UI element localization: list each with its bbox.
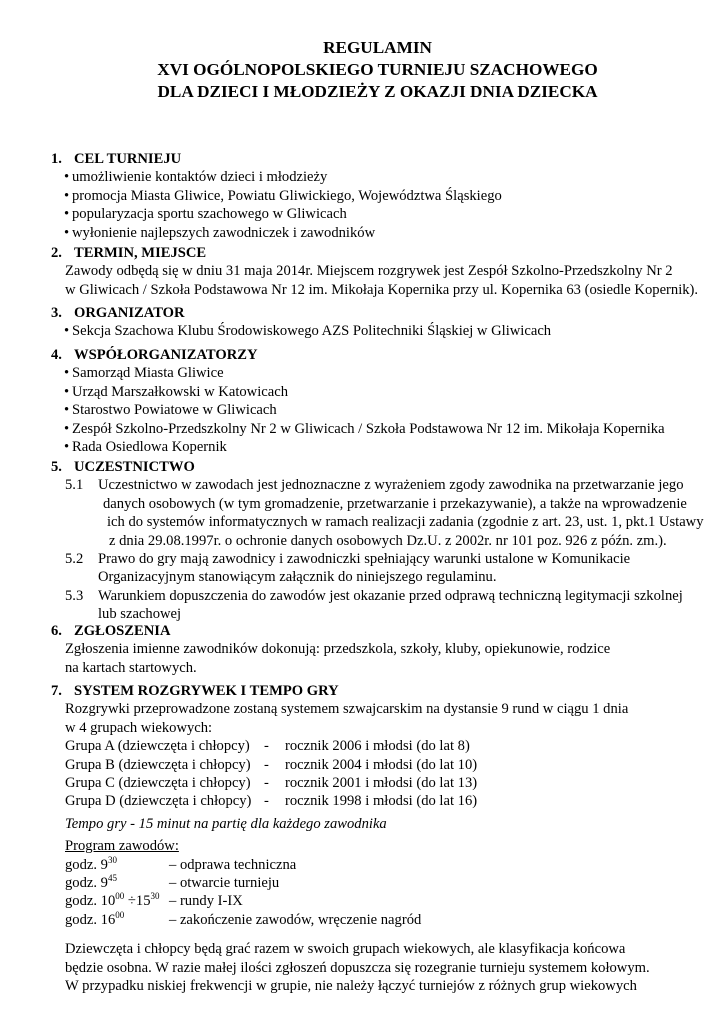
section-heading: 7. SYSTEM ROZGRYWEK I TEMPO GRY	[51, 683, 339, 699]
section-heading: 5. UCZESTNICTWO	[51, 459, 195, 475]
subsection-5-2	[51, 550, 711, 587]
subsection-number: 5.3	[65, 587, 84, 604]
section-termin-miejsce	[51, 244, 711, 299]
list-item: • popularyzacja sportu szachowego w Gliwicach	[51, 205, 711, 223]
paragraph-line: ich do systemów informatycznych w ramach realizacji zadania (zgodnie z art. 23, ust. 1, pkt.1 Ustawy	[107, 514, 704, 531]
tempo-note: Tempo gry - 15 minut na partię dla każdego zawodnika	[65, 815, 387, 832]
paragraph-line: w 4 grupach wiekowych:	[65, 719, 213, 736]
list-item: • wyłonienie najlepszych zawodniczek i zawodników	[51, 224, 711, 242]
section-system-rozgrywek	[51, 682, 711, 996]
paragraph-line: Uczestnictwo w zawodach jest jednoznaczne z wyrażeniem zgody zawodnika na przetwarzanie jego	[98, 477, 684, 494]
paragraph-line: lub szachowej	[98, 606, 182, 623]
paragraph-line: danych osobowych (w tym gromadzenie, przetwarzanie i przekazywanie), a także na wprowadzenie	[103, 495, 687, 512]
document-title	[0, 37, 724, 103]
program-row: godz. $9^{30}$ – odprawa techniczna	[65, 854, 297, 873]
program-row: godz. $16^{00}$ – zakończenie zawodów, wręczenie nagród	[65, 910, 422, 928]
section-heading: 2. TERMIN, MIEJSCE	[51, 245, 207, 261]
subsection-5-1	[51, 476, 711, 550]
paragraph-line: Rozgrywki przeprowadzone zostaną systemem szwajcarskim na dystansie 9 rund w ciągu 1 dnia	[65, 701, 629, 718]
list-item: • Sekcja Szachowa Klubu Środowiskowego AZS Politechniki Śląskiej w Gliwicach	[51, 322, 711, 340]
paragraph-line: będzie osobna. W razie małej ilości zgłoszeń dopuszcza się rozegranie turnieju systemem kołowym.	[65, 959, 650, 976]
section-zgloszenia	[51, 622, 711, 677]
age-group-row: Grupa B (dziewczęta i chłopcy) - rocznik 2004 i młodsi (do lat 10)	[65, 756, 478, 773]
paragraph-line: Organizacyjnym stanowiącym załącznik do niniejszego regulaminu.	[98, 569, 497, 586]
subsection-5-3	[51, 587, 711, 624]
title-line: REGULAMIN	[323, 38, 432, 57]
subsection-number: 5.1	[65, 477, 84, 494]
paragraph-line: Prawo do gry mają zawodnicy i zawodniczki spełniający warunki ustalone w Komunikacie	[98, 551, 631, 568]
program-title: Program zawodów:	[65, 838, 179, 855]
section-cel-turnieju	[51, 150, 711, 242]
subsection-number: 5.2	[65, 551, 84, 568]
section-heading: 1. CEL TURNIEJU	[51, 151, 182, 167]
paragraph-line: w Gliwicach / Szkoła Podstawowa Nr 12 im. Mikołaja Kopernika przy ul. Kopernika 63 (osiedle Kopernik).	[65, 281, 699, 298]
program-row: godz. $10^{00} \div 15^{30}$ – rundy I-IX	[65, 891, 243, 910]
paragraph-line: Dziewczęta i chłopcy będą grać razem w swoich grupach wiekowych, ale klasyfikacja końcowa	[65, 941, 626, 958]
paragraph-line: na kartach startowych.	[65, 659, 197, 676]
list-item: • Starostwo Powiatowe w Gliwicach	[51, 401, 711, 419]
section-heading: 6. ZGŁOSZENIA	[51, 623, 171, 639]
list-item: • Urząd Marszałkowski w Katowicach	[51, 383, 711, 401]
list-item: • Samorząd Miasta Gliwice	[51, 364, 711, 382]
program-row: godz. $9^{45}$ – otwarcie turnieju	[65, 873, 280, 892]
section-uczestnictwo	[51, 458, 711, 624]
list-item: • promocja Miasta Gliwice, Powiatu Gliwickiego, Województwa Śląskiego	[51, 187, 711, 205]
title-line: XVI OGÓLNOPOLSKIEGO TURNIEJU SZACHOWEGO	[157, 60, 598, 79]
paragraph-line: Zgłoszenia imienne zawodników dokonują: przedszkola, szkoły, kluby, opiekunowie, rodzice	[65, 641, 611, 658]
age-group-row: Grupa A (dziewczęta i chłopcy) - rocznik 2006 i młodsi (do lat 8)	[65, 738, 470, 755]
age-group-row: Grupa D (dziewczęta i chłopcy) - rocznik 1998 i młodsi (do lat 16)	[65, 793, 478, 810]
list-item: • umożliwienie kontaktów dzieci i młodzieży	[51, 168, 711, 186]
title-line: DLA DZIECI I MŁODZIEŻY Z OKAZJI DNIA DZIECKA	[157, 82, 598, 101]
list-item: • Rada Osiedlowa Kopernik	[51, 438, 711, 456]
section-heading: 3. ORGANIZATOR	[51, 305, 185, 321]
list-item: • Zespół Szkolno-Przedszkolny Nr 2 w Gliwicach / Szkoła Podstawowa Nr 12 im. Mikołaja Kopernika	[51, 420, 711, 438]
paragraph-line: Zawody odbędą się w dniu 31 maja 2014r. Miejscem rozgrywek jest Zespół Szkolno-Przedszkolny Nr 2	[65, 263, 673, 280]
section-heading: 4. WSPÓŁORGANIZATORZY	[51, 347, 258, 363]
paragraph-line: Warunkiem dopuszczenia do zawodów jest okazanie przed odprawą techniczną legitymacji szkolnej	[98, 587, 683, 604]
section-organizator	[51, 304, 711, 341]
paragraph-line: W przypadku niskiej frekwencji w grupie, nie należy łączyć turniejów z różnych grup wiekowych	[65, 978, 637, 995]
section-wspolorganizatorzy	[51, 346, 711, 456]
age-group-row: Grupa C (dziewczęta i chłopcy) - rocznik 2001 i młodsi (do lat 13)	[65, 775, 478, 792]
paragraph-line: z dnia 29.08.1997r. o ochronie danych osobowych Dz.U. z 2002r. nr 101 poz. 926 z późn. zm.).	[109, 532, 667, 549]
